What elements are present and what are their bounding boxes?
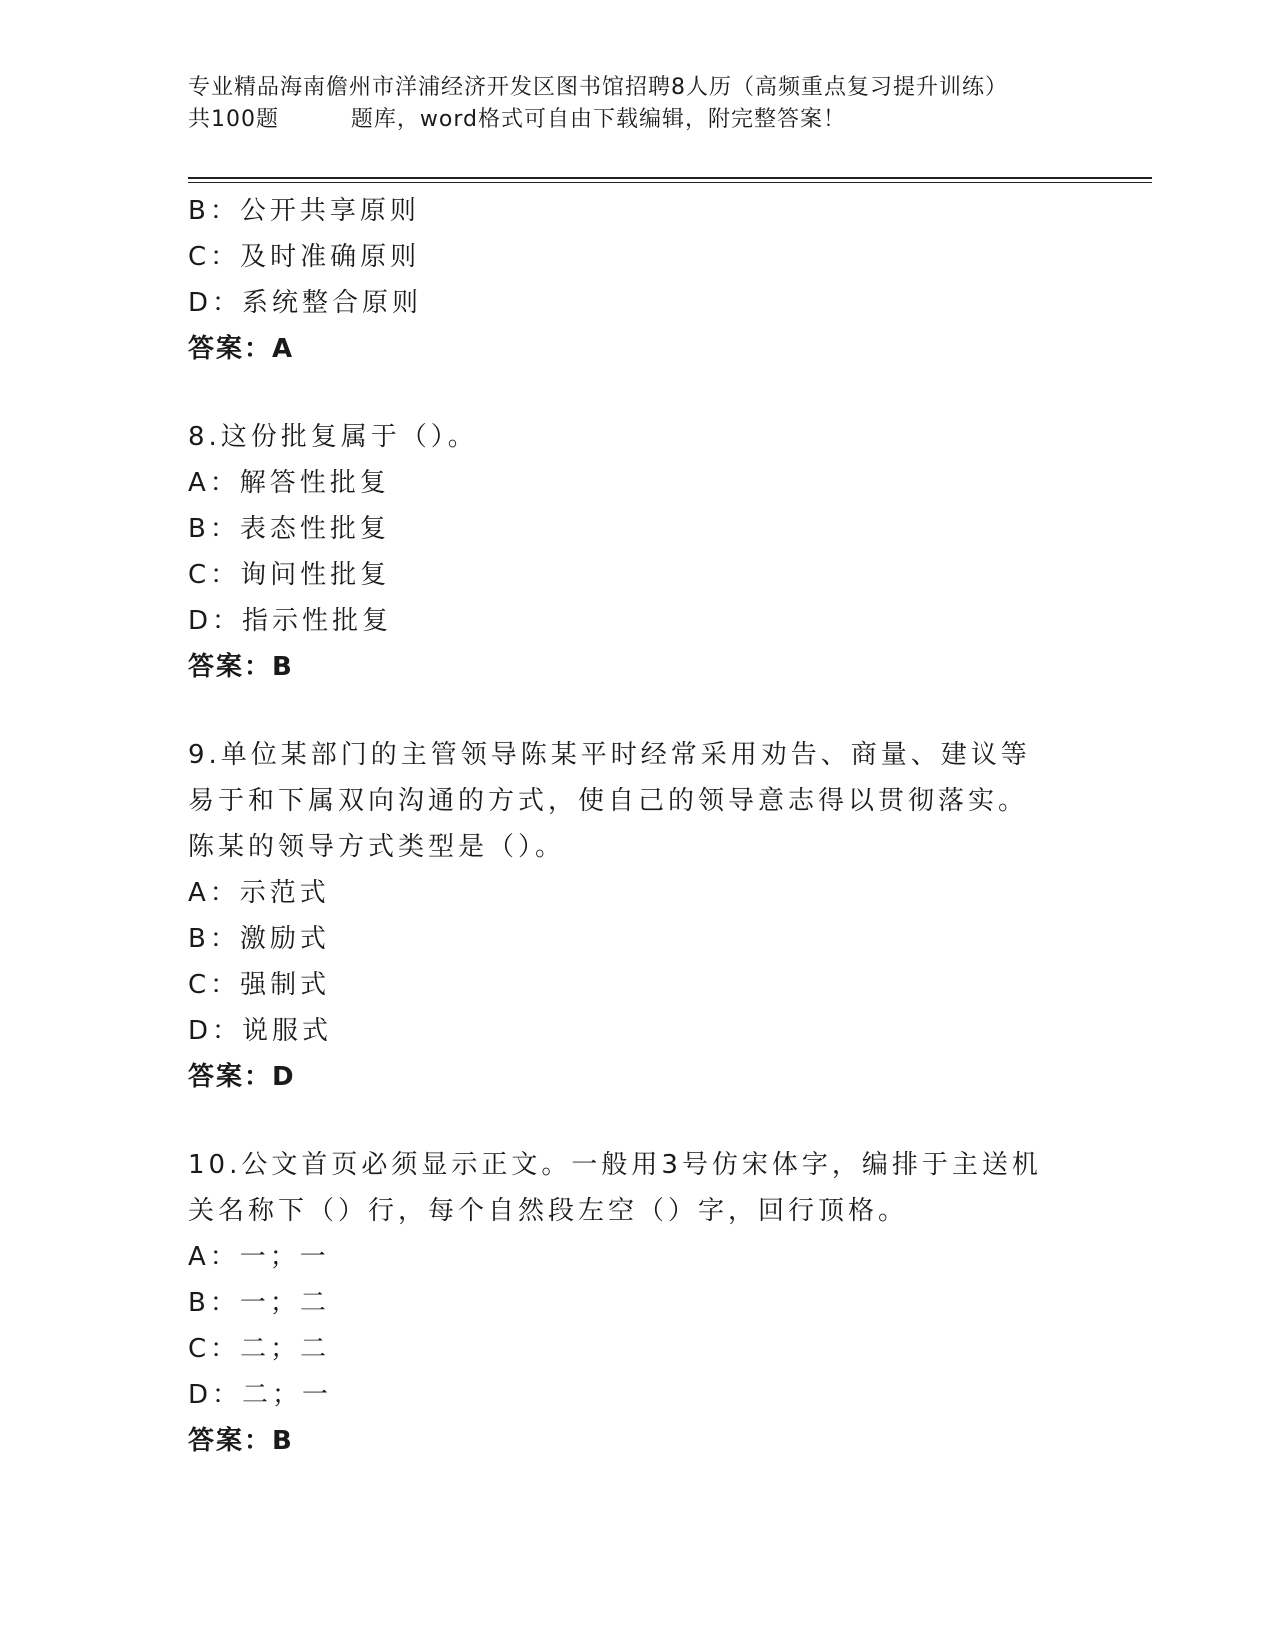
- option-d: D：指示性批复: [188, 606, 393, 636]
- question-7: [188, 188, 1088, 372]
- question-9: [188, 732, 1088, 1100]
- answer: 答案：D: [188, 1062, 296, 1092]
- option-d: D：系统整合原则: [188, 288, 423, 318]
- question-stem: 9.单位某部门的主管领导陈某平时经常采用劝告、商量、建议等易于和下属双向沟通的方式，使自己的领导意志得以贯彻落实。陈某的领导方式类型是（）。: [188, 740, 1031, 862]
- header-divider: [188, 177, 1152, 179]
- option-c: C：询问性批复: [188, 560, 391, 590]
- question-list: [188, 188, 1088, 1464]
- option-d: D：说服式: [188, 1016, 333, 1046]
- answer: 答案：A: [188, 334, 295, 364]
- answer: 答案：B: [188, 1426, 294, 1456]
- option-c: C：二；二: [188, 1334, 331, 1364]
- header-title-line: 专业精品海南儋州市洋浦经济开发区图书馆招聘8人历（高频重点复习提升训练）: [188, 75, 1008, 100]
- option-a: A：解答性批复: [188, 468, 390, 498]
- question-10: [188, 1142, 1088, 1464]
- question-stem: 8.这份批复属于（）。: [188, 422, 478, 452]
- option-c: C：及时准确原则: [188, 242, 421, 272]
- option-a: A：示范式: [188, 878, 330, 908]
- option-d: D：二；一: [188, 1380, 333, 1410]
- document-header: [188, 72, 1088, 136]
- option-b: B：公开共享原则: [188, 196, 420, 226]
- header-subtitle-line: 共100题 题库，word格式可自由下载编辑，附完整答案！: [188, 107, 847, 132]
- question-8: [188, 414, 1088, 690]
- header-divider-thin: [188, 182, 1152, 183]
- answer: 答案：B: [188, 652, 294, 682]
- option-b: B：一；二: [188, 1288, 330, 1318]
- option-c: C：强制式: [188, 970, 331, 1000]
- option-b: B：表态性批复: [188, 514, 390, 544]
- option-b: B：激励式: [188, 924, 330, 954]
- option-a: A：一；一: [188, 1242, 330, 1272]
- question-stem: 10.公文首页必须显示正文。一般用3号仿宋体字，编排于主送机关名称下（）行，每个自然段左空（）字，回行顶格。: [188, 1150, 1042, 1226]
